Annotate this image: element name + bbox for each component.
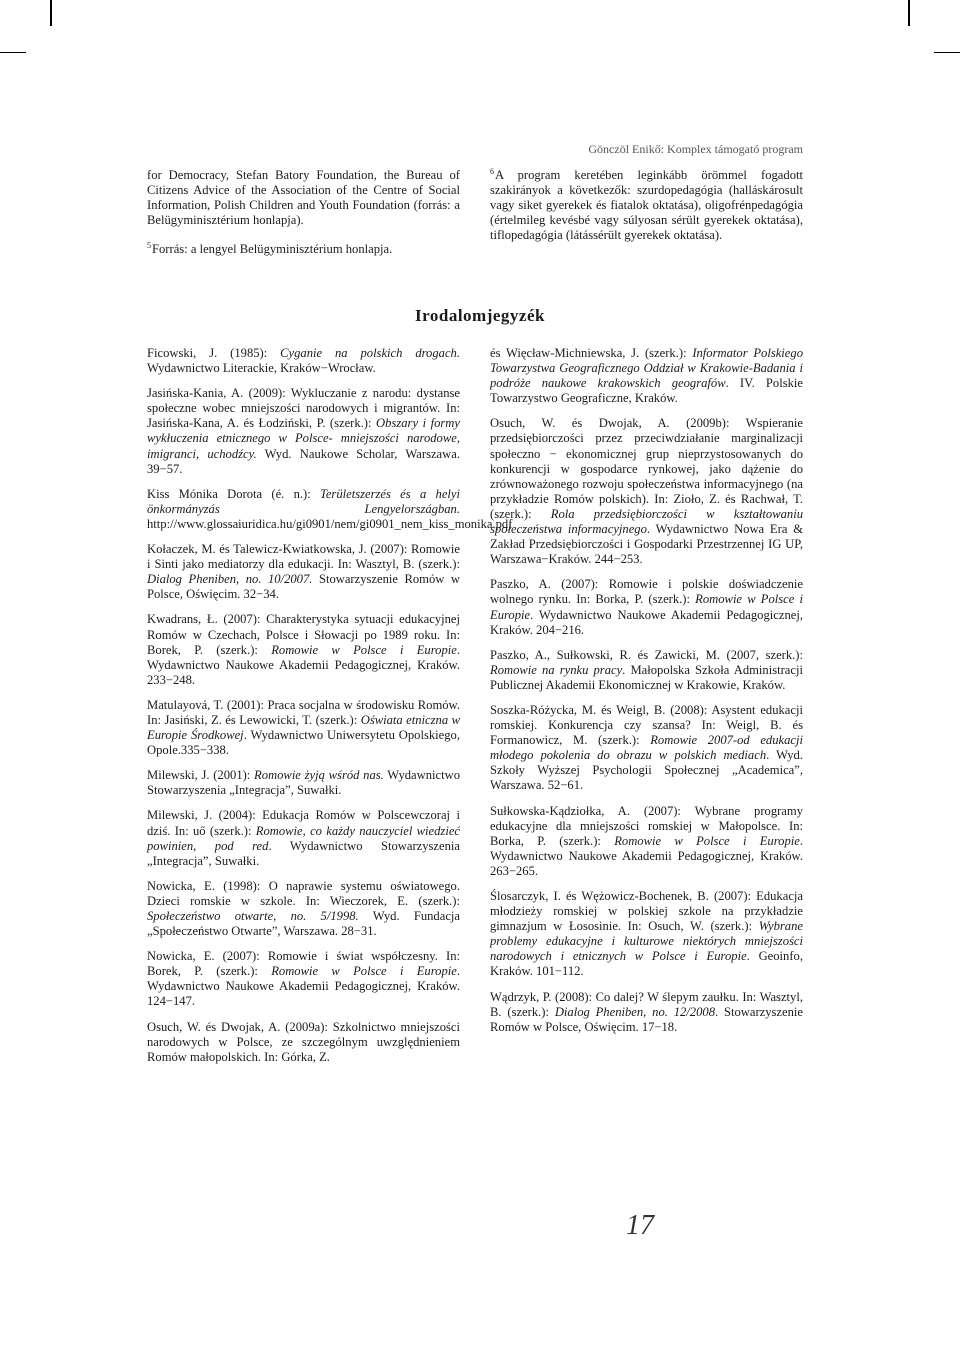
reference-title: Dialog Pheniben, no. 10/2007. (147, 572, 313, 587)
reference-text: Ślosarczyk, I. és Wężowicz-Bochenek, B. (2007): Edukacja młodzieży romskiej w polskiej szkole na przykładzie gimnazjum w Łososinie. In: Osuch, W. (szerk.): (490, 889, 803, 934)
reference-text: Nowicka, E. (1998): O naprawie systemu oświatowego. Dzieci romskie w szkole. In: Wieczorek, E. (szerk.): (147, 878, 460, 908)
reference-text: . Geoinfo, Kraków. 101−112. (490, 949, 803, 979)
reference-entry (147, 698, 460, 758)
reference-text: Osuch, W. és Dwojak, A. (2009a): Szkolnictwo mniejszości narodowych w Polsce, ze szczególnym uwzględnieniem Romów małopolskich. In: Górka, Z. (147, 1019, 460, 1064)
reference-text: Ficowski, J. (1985): (147, 346, 281, 360)
reference-title: Romowie żyją wśród nas. (254, 768, 384, 783)
reference-text: Kiss Mónika Dorota (é. n.): (147, 486, 320, 501)
crop-mark (908, 0, 910, 26)
reference-title: Romowie w Polsce i Europie (614, 833, 800, 848)
reference-text: Stowarzyszenie Romów w Polsce, Oświęcim. 32−34. (147, 572, 460, 602)
reference-text: Milewski, J. (2004): Edukacja Romów w Polscewczoraj i dziś. In: uő (szerk.): (147, 808, 460, 838)
reference-entry (490, 346, 803, 406)
reference-text: Paszko, A. (2007): Romowie i polskie doświadczenie wolnego rynku. In: Borka, P. (szerk.): (490, 577, 803, 607)
footnote-6 (490, 164, 803, 243)
reference-title: Romowie na rynku pracy (490, 662, 623, 677)
reference-entry (490, 990, 803, 1035)
reference-text: Wądrzyk, P. (2008): Co dalej? W ślepym zaułku. In: Wasztyl, B. (szerk.): (490, 989, 803, 1019)
reference-title: Cyganie na polskich drogach. (280, 346, 460, 360)
reference-text: . Małopolska Szkoła Administracji Publicznej Akademii Ekonomicznej w Krakowie, Kraków. (490, 662, 803, 692)
reference-title: Obszary i formy wykłuczenia etnicznego w Polsce- mniejszości narodowe, imigranci, uchodźcy. (147, 416, 460, 461)
crop-mark (934, 52, 960, 53)
reference-entry (490, 889, 803, 980)
reference-text: Wyd. Naukowe Scholar, Warszawa. 39−57. (147, 446, 460, 476)
reference-title: Informator Polskiego Towarzystwa Geograficznego Oddział w Krakowie-Badania i podróże naukowe krakowskich geografów (490, 346, 803, 391)
reference-title: Romowie, co każdy nauczyciel wiedzieć powinien, pod red (147, 823, 460, 853)
reference-entry (490, 703, 803, 794)
footnote-5 (147, 238, 460, 257)
footnote-text: Forrás: a lengyel Belügyminisztérium honlapja. (152, 242, 393, 257)
reference-entry (147, 346, 460, 376)
footnotes-right (490, 164, 803, 253)
reference-text: Matulayová, T. (2001): Praca socjalna w środowisku Romów. In: Jasiński, Z. és Lewowicki, T. (szerk.): (147, 697, 460, 727)
reference-title: Rola przedsiębiorczości w kształtowaniu społeczeństwa informacyjnego (490, 506, 803, 537)
reference-entry (147, 879, 460, 939)
reference-entry (490, 416, 803, 567)
reference-text: Kwadrans, Ł. (2007): Charakterystyka sytuacji edukacyjnej Romów w Czechach, Polsce i Słowacji po 1989 roku. In: Borek, P. (szerk.): (147, 612, 460, 657)
reference-text: Jasińska-Kania, A. (2009): Wykluczanie z narodu: dystanse społeczne wobec mniejszości narodowych i migrantów. In: Jasińska-Kana, A. és Łodziński, P. (szerk.): (147, 386, 460, 431)
reference-entry (147, 612, 460, 687)
footnote-number: 5 (147, 241, 151, 251)
reference-entry (147, 949, 460, 1009)
reference-title: Területszerzés és a helyi önkormányzás Lengyelországban. (147, 486, 460, 516)
reference-entry (147, 386, 460, 477)
reference-entry (490, 804, 803, 879)
reference-entry (147, 486, 513, 532)
reference-text: . Wydawnictwo Naukowe Akademii Pedagogicznej, Kraków. 263−265. (490, 833, 804, 878)
reference-text: Wyd. Fundacja „Społeczeństwo Otwarte”, Warszawa. 28−31. (147, 909, 461, 939)
reference-text: Sułkowska-Kądziołka, A. (2007): Wybrane programy edukacyjne dla mniejszości romskiej w Małopolsce. In: Borka, P. (szerk.): (490, 803, 803, 848)
reference-text: . Wydawnictwo Nowa Era & Zakład Przedsiębiorczości i Gospodarki Przestrzennej IG UP, Warszawa−Kraków. 244−253. (490, 522, 803, 567)
reference-text: . Wyd. Szkoły Wyższej Psychologii Społecznej „Academica”, Warszawa. 52−61. (490, 748, 803, 793)
section-heading: Irodalomjegyzék (415, 306, 545, 325)
reference-text: Soszka-Różycka, M. és Weigl, B. (2008): Asystent edukacji romskiej. Konkurencja czy szansa? In: Weigl, B. és Formanowicz, M. (szerk.): (490, 702, 803, 748)
reference-title: Dialog Pheniben, no. 12/2008 (554, 1004, 715, 1019)
reference-text: és Więcław-Michniewska, J. (szerk.): (490, 346, 693, 360)
reference-text: . IV. Polskie Towarzystwo Geograficzne, Kraków. (490, 376, 803, 406)
reference-entry (147, 542, 460, 602)
reference-text: http://www.glossaiuridica.hu/gi0901/nem/gi0901_nem_kiss_monika.pdf (147, 516, 513, 531)
reference-text: Wydawnictwo Literackie, Kraków−Wrocław. (147, 361, 376, 376)
reference-text: Wydawnictwo Stowarzyszenia „Integracja”, Suwałki. (147, 768, 460, 798)
page-number: 17 (626, 1210, 654, 1241)
reference-entry (490, 648, 803, 693)
reference-text: Milewski, J. (2001): (147, 768, 255, 783)
crop-mark (50, 0, 52, 26)
reference-text: . Wydawnictwo Naukowe Akademii Pedagogicznej, Kraków. 124−147. (147, 964, 461, 1009)
reference-title: Romowie w Polsce i Europie (271, 642, 457, 657)
reference-entry (490, 577, 803, 637)
reference-title: Wybrane problemy edukacyjne i kulturowe niektórych mniejszości narodowych i etnicznych w Polsce i Europie (490, 919, 803, 964)
reference-text: Osuch, W. és Dwojak, A. (2009b): Wspieranie przedsiębiorczości przez przeciwdziałanie marginalizacji społeczno − ekonomicznej grup nieprzystosowanych do konkurencji w gospodarce rynkowej, jako dążenie do zrównoważonego rozwoju społeczeństwa informacyjnego (na przykładzie Romów polskich). In: Zioło, Z. és Rachwał, T. (szerk.): (490, 416, 803, 521)
reference-text: . Wydawnictwo Naukowe Akademii Pedagogicznej, Kraków. 204−216. (490, 607, 803, 637)
footnote-continuation: for Democracy, Stefan Batory Foundation, the Bureau of Citizens Advice of the Association of the Centre of Social Information, Polish Children and Youth Foundation (forrás: a Belügyminisztérium honlapja). (147, 168, 460, 228)
crop-mark (0, 52, 26, 53)
references-left-column (147, 346, 513, 1075)
footnote-number: 6 (490, 167, 494, 176)
reference-text: . Wydawnictwo Uniwersytetu Opolskiego, Opole.335−338. (147, 728, 460, 758)
reference-text: . Wydawnictwo Naukowe Akademii Pedagogicznej, Kraków. 233−248. (147, 642, 461, 687)
footnotes-left (147, 168, 460, 267)
running-header: Gönczöl Enikő: Komplex támogató program (588, 142, 803, 156)
reference-text: . Wydawnictwo Stowarzyszenia „Integracja”, Suwałki. (147, 838, 460, 868)
footnote-text: A program keretében leginkább örömmel fogadott szakirányok a következők: szurdopedagógia (halláskárosult vagy siket gyerekek és fiatalok oktatása), oligofrénpedagógia (értelmileg kevésbé vagy súlyosan sérült gyerekek oktatása), tiflopedagógia (látássérült gyerekek oktatása). (490, 168, 803, 243)
reference-title: Romowie 2007-od edukacji młodego pokolenia do obrazu w polskich mediach (490, 733, 803, 763)
reference-entry (147, 768, 460, 798)
reference-text: Paszko, A., Sułkowski, R. és Zawicki, M. (2007, szerk.): (490, 647, 803, 662)
references-right-column (490, 346, 803, 1045)
reference-text: Nowicka, E. (2007): Romowie i świat współczesny. In: Borek, P. (szerk.): (147, 949, 460, 979)
reference-title: Romowie w Polsce i Europie (490, 592, 803, 622)
reference-title: Oświata etniczna w Europie Środkowej (147, 712, 461, 743)
reference-entry (147, 808, 460, 868)
reference-title: Romowie w Polsce i Europie (271, 964, 457, 979)
reference-entry (147, 1020, 460, 1065)
reference-text: Kołaczek, M. és Talewicz-Kwiatkowska, J. (2007): Romowie i Sinti jako mediatorzy dla edukacji. In: Wasztyl, B. (szerk.): (147, 542, 460, 572)
reference-text: . Stowarzyszenie Romów w Polsce, Oświęcim. 17−18. (490, 1004, 804, 1034)
reference-title: Społeczeństwo otwarte, no. 5/1998. (147, 909, 359, 923)
